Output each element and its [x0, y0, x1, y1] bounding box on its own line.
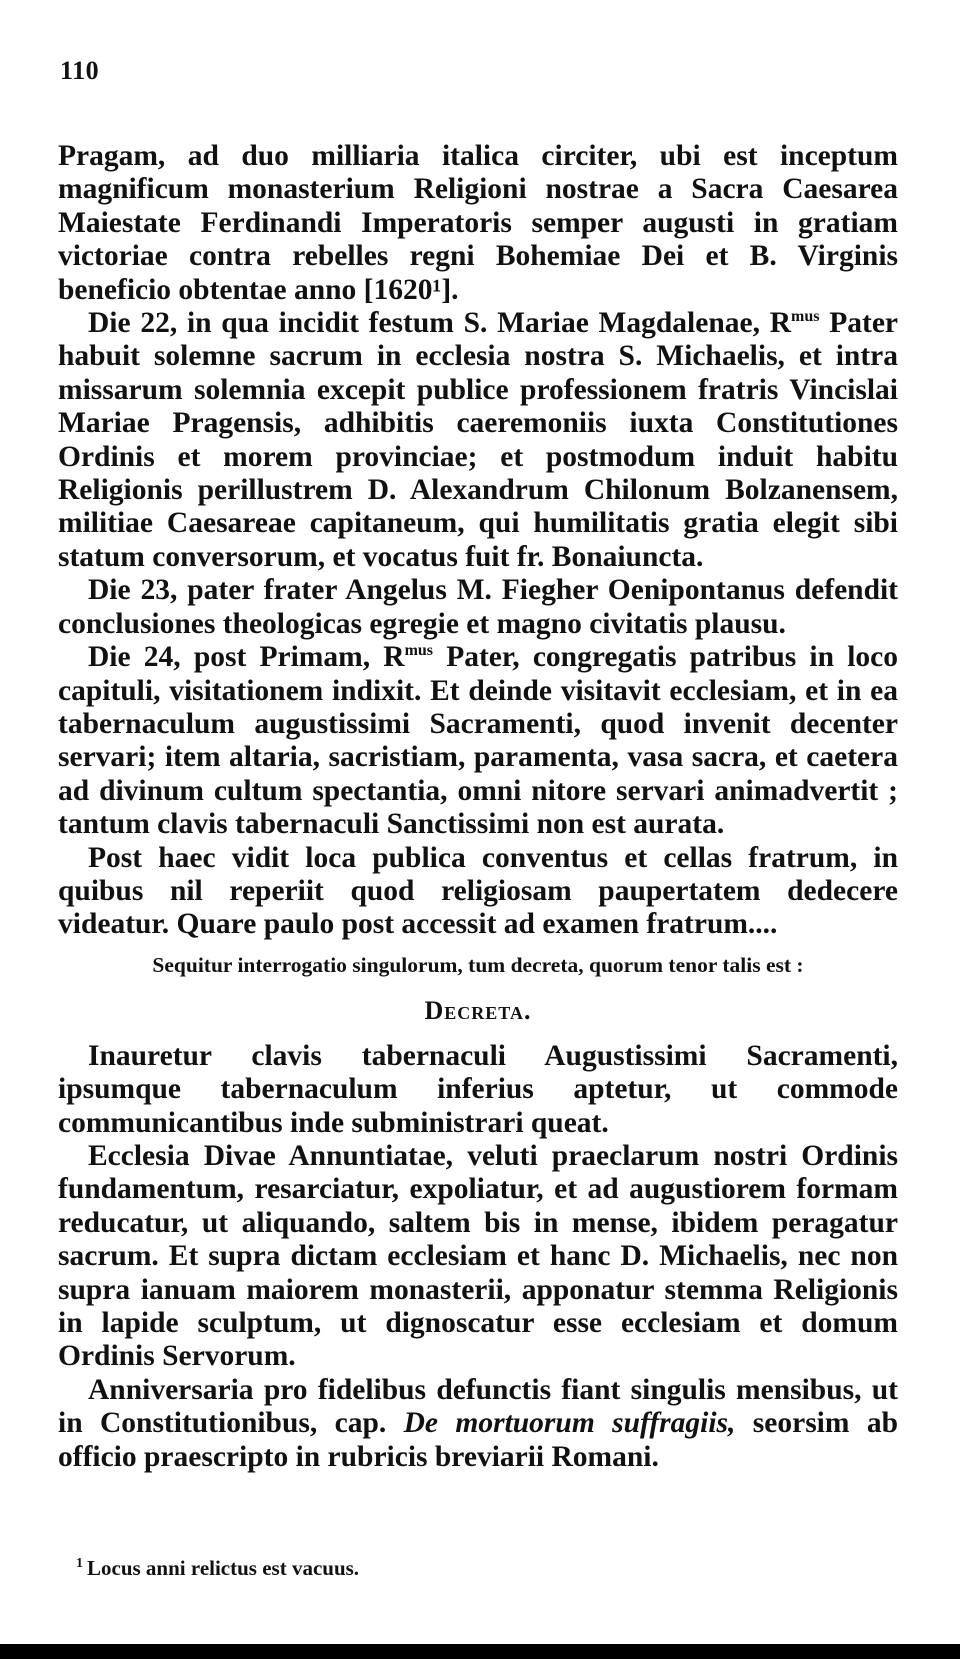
paragraph-text: Pater, congregatis patribus in loco capituli, visitationem indixit. Et deinde visitavit ecclesiam, et in ea tabernaculum augustissimi Sacramenti, quod invenit decenter servari; item altaria, sacristiam, paramenta, vasa sacra, et caetera ad divinum cultum spectantia, omni nitore servari animadvertit ; tantum clavis tabernaculi Sanctissimi non est aurata.: [58, 641, 898, 841]
paragraph-text: Die 22, in qua incidit festum S. Mariae Magdalenae, R: [88, 307, 792, 340]
decreta-heading: Decreta.: [424, 995, 532, 1025]
italic-citation: De mortuorum suffragiis,: [403, 1407, 736, 1440]
scan-edge-border: [0, 1644, 960, 1659]
footnote-text: Locus anni relictus est vacuus.: [87, 1556, 360, 1580]
paragraph-text: Pater habuit solemne sacrum in ecclesia nostra S. Michaelis, et intra missarum solemnia excepit publice professionem fratris Vincislai Mariae Pragensis, adhibitis caeremoniis iuxta Constitutiones Ordinis et morem provinciae; et postmodum induit habitu Religionis perillustrem D. Alexandrum Chilonum Bolzanensem, militiae Caesareae capitaneum, qui humilitatis gratia elegit sibi statum conversorum, et vocatus fuit fr. Bonaiuncta.: [58, 307, 899, 573]
decree-paragraph: Inauretur clavis tabernaculi Augustissimi Sacramenti, ipsumque tabernaculum inferius aptetur, ut commode communicantibus inde subministrari queat.: [58, 1039, 898, 1139]
paragraph-die-24: [58, 641, 898, 841]
superscript-abbrev: mus: [791, 308, 820, 326]
paragraph-die-22: [58, 307, 898, 574]
sequitur-line: Sequitur interrogatio singulorum, tum decreta, quorum tenor talis est :: [152, 952, 804, 977]
paragraph-post-haec: Post haec vidit loca publica conventus et cellas fratrum, in quibus nil reperiit quod religiosam paupertatem dedecere videatur. Quare paulo post accessit ad examen fratrum....: [58, 841, 898, 941]
paragraph-die-23: Die 23, pater frater Angelus M. Fiegher Oenipontanus defendit conclusiones theologicas egregie et magno civitatis plausu.: [58, 574, 898, 640]
page-number: 110: [60, 56, 100, 85]
superscript-abbrev: mus: [404, 642, 434, 660]
body-text: [58, 140, 898, 1474]
paragraph-text: Anniversaria pro fidelibus defunctis fiant singulis mensibus, ut in Constitutionibus, cap.: [58, 1373, 898, 1440]
decree-paragraph: [58, 1374, 898, 1474]
footnote: [76, 1556, 359, 1581]
decree-paragraph: Ecclesia Divae Annuntiatae, veluti praeclarum nostri Ordinis fundamentum, resarciatur, expoliatur, et ad augustiorem formam reducatur, ut aliquando, saltem bis in mense, ibidem peragatur sacrum. Et supra dictam ecclesiam et hanc D. Michaelis, nec non supra ianuam maiorem monasterii, apponatur stemma Religionis in lapide sculptum, ut dignoscatur esse ecclesiam et domum Ordinis Servorum.: [58, 1139, 898, 1373]
paragraph-continuation: Pragam, ad duo milliaria italica circiter, ubi est inceptum magnificum monasterium Religioni nostrae a Sacra Caesarea Maiestate Ferdinandi Imperatoris semper augusti in gratiam victoriae contra rebelles regni Bohemiae Dei et B. Virginis beneficio obtentae anno [1620¹].: [58, 140, 898, 306]
footnote-mark: 1: [76, 1556, 83, 1571]
paragraph-text: Die 24, post Primam, R: [88, 641, 405, 674]
paragraph-text: seorsim ab officio praescripto in rubricis breviarii Romani.: [58, 1407, 898, 1473]
